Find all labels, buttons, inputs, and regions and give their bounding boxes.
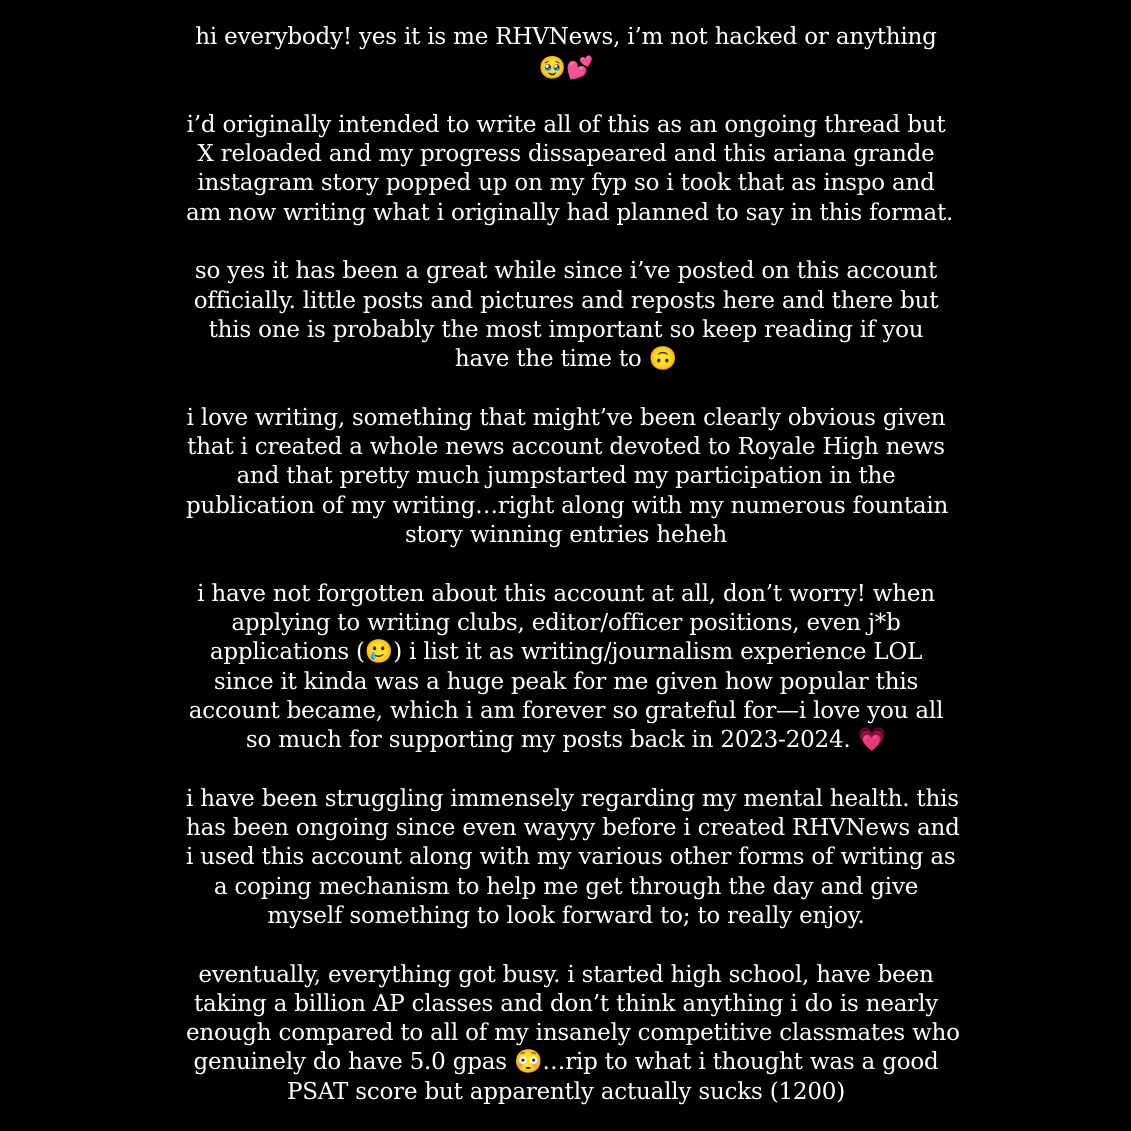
text-line: so yes it has been a great while since i’ve posted on this account xyxy=(194,258,938,285)
paragraph-got-busy xyxy=(186,961,960,1107)
paragraph-divider xyxy=(186,931,946,960)
paragraph-divider xyxy=(186,375,946,404)
text-line: i love writing, something that might’ve been clearly obvious given xyxy=(186,404,946,431)
text-line: X reloaded and my progress dissapeared and this ariana grande xyxy=(197,141,935,168)
text-line: has been ongoing since even wayyy before i created RHVNews and xyxy=(186,815,960,842)
text-line: that i created a whole news account devoted to Royale High news xyxy=(187,434,945,461)
text-line: officially. little posts and pictures and reposts here and there but xyxy=(193,287,939,314)
text-line: story winning entries heheh xyxy=(404,522,728,549)
text-line: publication of my writing…right along with my numerous fountain xyxy=(186,492,949,519)
text-line: am now writing what i originally had planned to say in this format. xyxy=(186,199,954,226)
text-line: taking a billion AP classes and don’t think anything i do is nearly xyxy=(193,990,939,1017)
text-line: this one is probably the most important so keep reading if you xyxy=(208,316,924,343)
text-line: hi everybody! yes it is me RHVNews, i’m not hacked or anything xyxy=(195,24,937,50)
text-line: i have been struggling immensely regarding my mental health. this xyxy=(186,785,959,812)
text-line: so much for supporting my posts back in 2023-2024. 💗 xyxy=(245,727,887,754)
text-line: myself something to look forward to; to really enjoy. xyxy=(267,902,865,929)
pleading-face-two-hearts-emoji-icon: 🥹💕 xyxy=(538,56,594,82)
paragraph-divider xyxy=(186,755,946,784)
text-line-emoji xyxy=(186,52,946,81)
paragraph-mental-health xyxy=(186,785,960,931)
text-line: i’d originally intended to write all of this as an ongoing thread but xyxy=(186,111,946,138)
text-line: account became, which i am forever so grateful for—i love you all xyxy=(188,697,944,724)
paragraph-divider xyxy=(186,228,946,257)
paragraph-greeting xyxy=(186,23,946,82)
text-line: instagram story popped up on my fyp so i took that as inspo and xyxy=(197,170,935,197)
text-line: i have not forgotten about this account at all, don’t worry! when xyxy=(197,580,935,607)
story-text-block xyxy=(186,23,960,1107)
text-line: i used this account along with my various other forms of writing as xyxy=(186,844,956,871)
text-line: genuinely do have 5.0 gpas 😳…rip to what i thought was a good xyxy=(193,1049,939,1076)
paragraph-long-while xyxy=(186,257,946,374)
text-line: a coping mechanism to help me get through the day and give xyxy=(213,873,919,900)
text-line: eventually, everything got busy. i started high school, have been xyxy=(198,961,934,988)
paragraph-not-forgotten xyxy=(186,580,946,756)
text-line: enough compared to all of my insanely competitive classmates who xyxy=(186,1020,960,1047)
text-line: and that pretty much jumpstarted my participation in the xyxy=(236,463,896,490)
paragraph-format-explanation xyxy=(186,111,954,228)
paragraph-love-writing xyxy=(186,404,949,550)
paragraph-divider xyxy=(186,550,946,579)
text-line: PSAT score but apparently actually sucks (1200) xyxy=(287,1078,845,1105)
text-line: since it kinda was a huge peak for me given how popular this xyxy=(213,668,919,695)
text-line: applications (🥲) i list it as writing/journalism experience LOL xyxy=(209,639,923,666)
text-line: applying to writing clubs, editor/officer positions, even j*b xyxy=(231,609,901,636)
paragraph-divider xyxy=(186,82,946,111)
text-line: have the time to 🙃 xyxy=(454,346,678,373)
